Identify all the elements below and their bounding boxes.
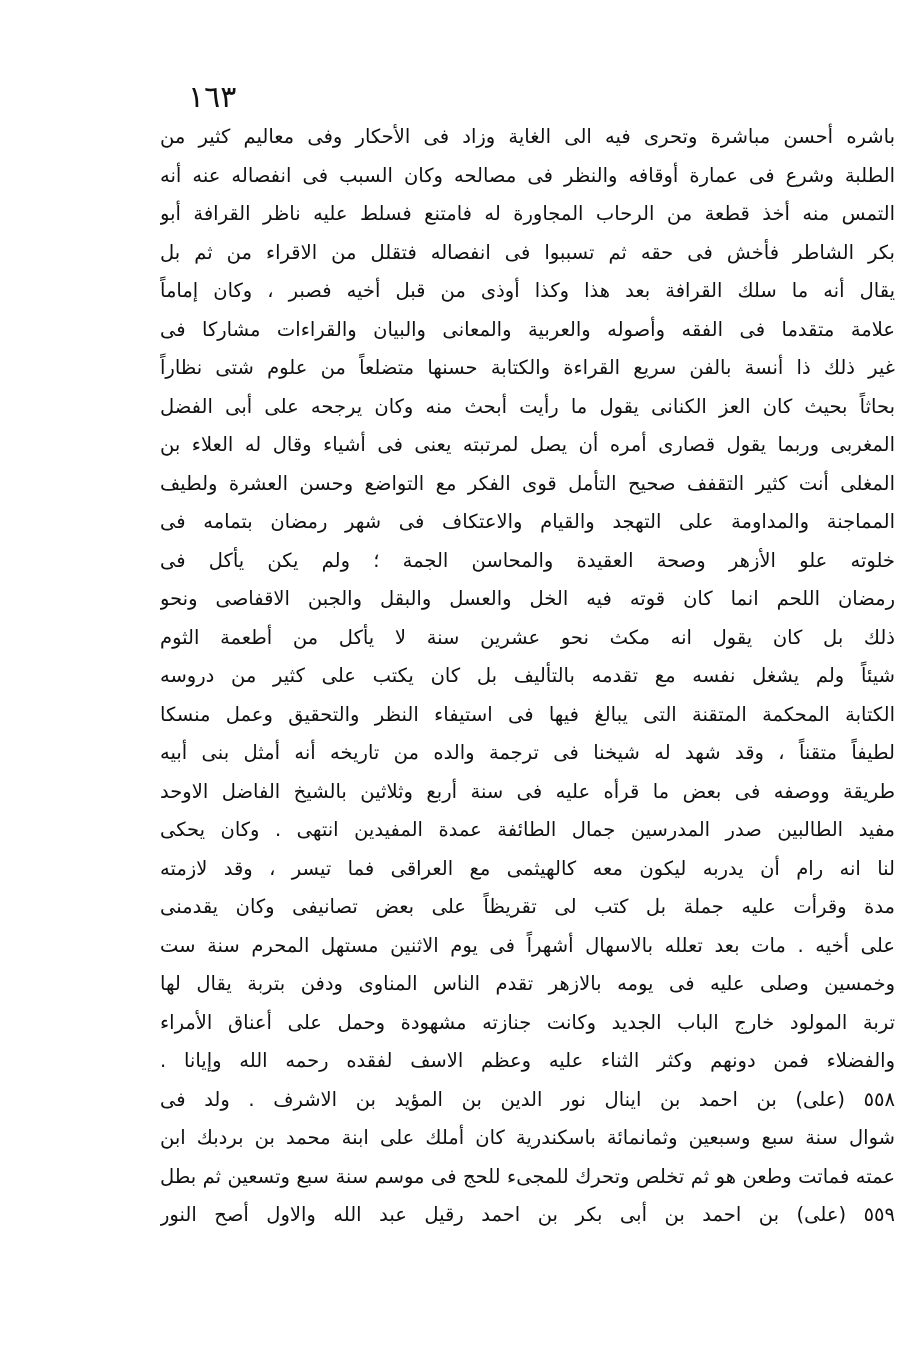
text-line: لنا انه رام أن يدربه ليكون معه كالهيثمى مع العراقى فما تيسر ، وقد لازمته bbox=[160, 856, 895, 880]
text-line: غير ذلك ذا أنسة بالفن سريع القراءة والكتابة حسنها متضلعاً من علوم شتى نظاراً bbox=[160, 356, 895, 379]
entry-558-line: ٥٥٨ (على) بن احمد بن اينال نور الدين بن المؤيد بن الاشرف . ولد فى bbox=[160, 1087, 895, 1111]
text-line: علامة متقدما فى الفقه وأصوله والعربية والمعانى والبيان والقراءات مشاركا فى bbox=[160, 317, 895, 341]
text-line: المغربى وربما يقول قصارى أمره أن يصل لمرتبته يعنى فى أشياء وقال له العلاء بن bbox=[160, 433, 895, 456]
page-number: ١٦٣ bbox=[188, 80, 237, 115]
text-line: الطلبة وشرع فى عمارة أوقافه والنظر فى مصالحه وكان السبب فى انفصاله عنه أنه bbox=[160, 163, 895, 187]
text-line: لطيفاً متقناً ، وقد شهد له شيخنا فى ترجمة والده من تاريخه أنه أمثل بنى أبيه bbox=[160, 741, 895, 764]
entry-559-line: ٥٥٩ (على) بن احمد بن أبى بكر بن احمد رقيل عبد الله والاول أصح النور bbox=[160, 1203, 895, 1226]
body-text bbox=[160, 118, 895, 1235]
text-line: عمته فماتت وطعن هو ثم تخلص وتحرك للمجىء للحج فى موسم سنة سبع وتسعين ثم بطل bbox=[160, 1164, 895, 1188]
text-line: يقال أنه ما سلك القرافة بعد هذا وكذا أوذى من قبل أخيه فصبر ، وكان إماماً bbox=[160, 279, 895, 302]
text-line: باشره أحسن مباشرة وتحرى فيه الى الغاية وزاد فى الأحكار وفى معاليم كثير من bbox=[160, 125, 895, 148]
text-line: خلوته علو الأزهر وصحة العقيدة والمحاسن الجمة ؛ ولم يكن يأكل فى bbox=[160, 548, 895, 572]
text-line: بكر الشاطر فأخش فى حقه ثم تسببوا فى انفصاله فتقلل من الاقراء من ثم بل bbox=[160, 240, 895, 264]
text-line: شوال سنة سبع وسبعين وثمانمائة باسكندرية كان أملك على ابنة محمد بن بردبك ابن bbox=[160, 1126, 895, 1149]
text-line: بحاثاً بحيث كان العز الكنانى يقول ما رأيت أبحث منه وكان يرجحه على أبى الفضل bbox=[160, 394, 895, 418]
text-line: المغلى أنت كثير التقفف صحيح التأمل قوى الفكر مع التواضع وحسن العشرة ولطيف bbox=[160, 471, 895, 495]
text-line: المماجنة والمداومة على التهجد والقيام والاعتكاف فى شهر رمضان بتمامه فى bbox=[160, 510, 895, 533]
text-line: وخمسين وصلى عليه فى يومه بالازهر تقدم الناس المناوى ودفن بتربة يقال لها bbox=[160, 972, 895, 995]
text-line: رمضان اللحم انما كان قوته فيه الخل والعسل والبقل والجبن الاقفاصى ونحو bbox=[160, 587, 895, 610]
text-line: التمس منه أخذ قطعة من الرحاب المجاورة له فامتنع فسلط عليه ناظر القرافة أبو bbox=[160, 202, 895, 225]
text-line: طريقة ووصفه فى بعض ما قرأه عليه فى سنة أربع وثلاثين بالشيخ الفاضل الاوحد bbox=[160, 779, 895, 803]
text-line: الكتابة المحكمة المتقنة التى يبالغ فيها فى استيفاء النظر والتحقيق وعمل منسكا bbox=[160, 702, 895, 726]
text-line: ذلك بل كان يقول انه مكث نحو عشرين سنة لا يأكل من أطعمة الثوم bbox=[160, 625, 895, 649]
text-line: مفيد الطالبين صدر المدرسين جمال الطائفة عمدة المفيدين انتهى . وكان يحكى bbox=[160, 818, 895, 841]
text-line: شيئاً ولم يشغل نفسه مع تقدمه بالتأليف بل كان يكتب على كثير من دروسه bbox=[160, 664, 895, 687]
text-line: والفضلاء فمن دونهم وكثر الثناء عليه وعظم الاسف لفقده رحمه الله وإيانا . bbox=[160, 1049, 895, 1072]
text-line: على أخيه . مات بعد تعلله بالاسهال أشهراً فى يوم الاثنين مستهل المحرم سنة ست bbox=[160, 933, 895, 957]
text-line: مدة وقرأت عليه جملة بل كتب لى تقريظاً على بعض تصانيفى وكان يقدمنى bbox=[160, 895, 895, 918]
text-line: تربة المولود خارج الباب الجديد وكانت جنازته مشهودة وحمل على أعناق الأمراء bbox=[160, 1010, 895, 1034]
